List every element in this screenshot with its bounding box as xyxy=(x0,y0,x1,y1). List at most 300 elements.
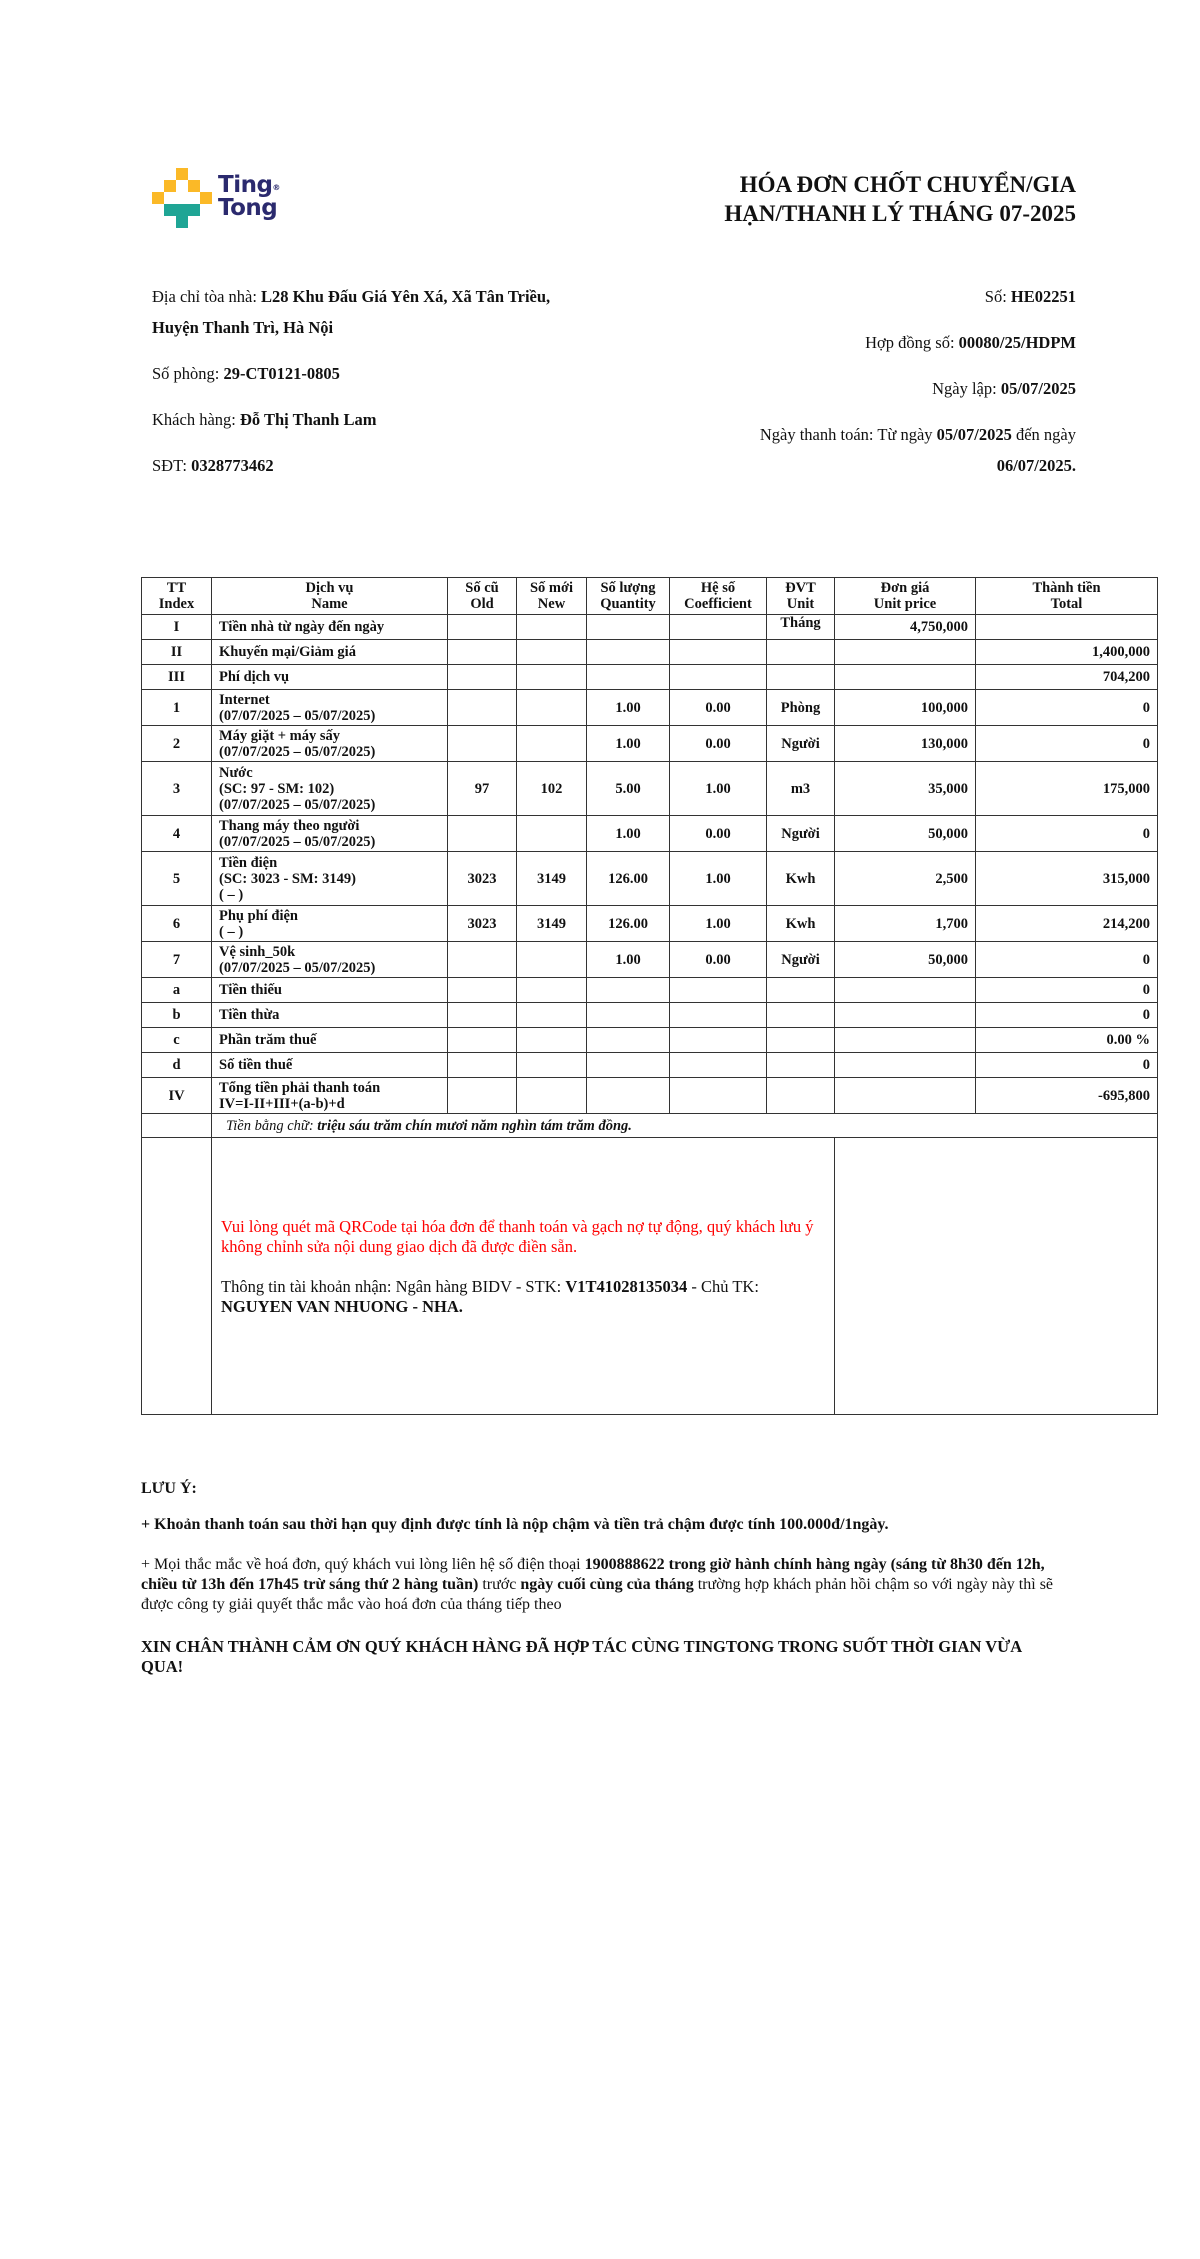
unit-cell xyxy=(767,1028,835,1053)
coefficient-cell xyxy=(670,640,767,665)
payment-from: 05/07/2025 xyxy=(936,425,1012,444)
new-reading-cell xyxy=(517,640,587,665)
new-reading-cell xyxy=(517,1078,587,1114)
row-index: 5 xyxy=(172,870,181,887)
unit-cell xyxy=(767,1003,835,1028)
row-index-cell xyxy=(142,1053,212,1078)
total-amount: 0 xyxy=(1142,951,1150,968)
contact-prefix: + Mọi thắc mắc về hoá đơn, quý khách vui lòng liên hệ số điện thoại xyxy=(141,1556,585,1573)
service-name-cell xyxy=(212,906,448,942)
service-detail: ( – ) xyxy=(219,886,244,903)
coefficient-cell xyxy=(670,1053,767,1078)
coefficient-cell xyxy=(670,726,767,762)
total-amount-cell xyxy=(976,665,1158,690)
quantity-cell xyxy=(587,978,670,1003)
total-amount-cell xyxy=(976,852,1158,906)
column-header xyxy=(448,578,517,615)
quantity: 5.00 xyxy=(615,780,641,797)
total-amount: 0.00 % xyxy=(1106,1032,1150,1048)
unit-cell xyxy=(767,640,835,665)
total-amount: 0 xyxy=(1142,735,1150,752)
old-reading-cell xyxy=(448,852,517,906)
address-value-line2: Huyện Thanh Trì, Hà Nội xyxy=(152,318,334,337)
building-address-line2 xyxy=(152,318,333,338)
contact-deadline: ngày cuối cùng của tháng xyxy=(520,1576,694,1593)
row-index-cell xyxy=(142,1028,212,1053)
table-header-row xyxy=(142,578,1158,615)
service-name-cell xyxy=(212,665,448,690)
unit: Phòng xyxy=(780,699,821,716)
amount-in-words-value: triệu sáu trăm chín mươi năm nghìn tám trăm đồng. xyxy=(317,1117,632,1134)
table-row xyxy=(142,978,1158,1003)
phone-value: 0328773462 xyxy=(191,456,274,475)
table-row xyxy=(142,906,1158,942)
table-row xyxy=(142,665,1158,690)
unit-price: 35,000 xyxy=(928,780,968,797)
row-index: c xyxy=(173,1032,180,1048)
row-index: 7 xyxy=(172,951,181,968)
unit: Người xyxy=(781,951,820,968)
unit-price: 4,750,000 xyxy=(910,619,968,635)
row-index: II xyxy=(170,644,183,660)
row-index-cell xyxy=(142,906,212,942)
table-row xyxy=(142,1028,1158,1053)
new-reading: 102 xyxy=(540,780,563,797)
contract-label: Hợp đồng số: xyxy=(865,333,959,352)
thank-you-message: XIN CHÂN THÀNH CẢM ƠN QUÝ KHÁCH HÀNG ĐÃ HỢP TÁC CÙNG TINGTONG TRONG SUỐT THỜI GIAN VỪA QUA! xyxy=(141,1637,1022,1676)
table-row xyxy=(142,942,1158,978)
service-name: Tổng tiền phải thanh toán xyxy=(219,1079,381,1096)
coefficient-cell xyxy=(670,978,767,1003)
service-name-cell xyxy=(212,640,448,665)
total-amount-cell xyxy=(976,942,1158,978)
unit-cell xyxy=(767,1053,835,1078)
table-row xyxy=(142,726,1158,762)
column-header-en: Unit price xyxy=(873,596,937,612)
building-address xyxy=(152,287,550,307)
total-amount: 704,200 xyxy=(1102,669,1150,685)
row-index: III xyxy=(168,669,185,685)
unit-price-cell xyxy=(835,640,976,665)
table-row xyxy=(142,615,1158,640)
service-name-cell xyxy=(212,1078,448,1114)
table-row xyxy=(142,852,1158,906)
column-header xyxy=(142,578,212,615)
brand-name-line1: Ting xyxy=(218,172,273,198)
quantity-cell xyxy=(587,852,670,906)
row-index-cell xyxy=(142,726,212,762)
total-amount-cell xyxy=(976,615,1158,640)
quantity-cell xyxy=(587,762,670,816)
contact-hotline-hours: 1900888622 trong giờ hành chính hàng ngày (sáng từ 8h30 đến 12h, chiều từ 13h đến 17h45 trừ sáng thứ 2 hàng tuần) xyxy=(141,1556,1045,1593)
old-reading-cell xyxy=(448,816,517,852)
quantity-cell xyxy=(587,690,670,726)
new-reading-cell xyxy=(517,1028,587,1053)
unit-price: 50,000 xyxy=(928,951,968,968)
row-index-cell xyxy=(142,942,212,978)
total-amount: 214,200 xyxy=(1102,915,1150,932)
unit: Kwh xyxy=(785,915,816,932)
issue-date xyxy=(932,379,1076,399)
column-header-vi: ĐVT xyxy=(785,580,816,596)
invoice-title xyxy=(724,170,1076,228)
coefficient-cell xyxy=(670,1003,767,1028)
invoice-table xyxy=(141,577,1158,1415)
coefficient-cell xyxy=(670,690,767,726)
table-row xyxy=(142,1053,1158,1078)
row-index-cell xyxy=(142,1078,212,1114)
coefficient-cell xyxy=(670,816,767,852)
contact-suffix: trường hợp khách phản hồi chậm so với ngày này thì sẽ được công ty giải quyết thắc mắc vào hoá đơn của tháng tiếp theo xyxy=(141,1576,1054,1613)
service-name: Phí dịch vụ xyxy=(219,669,290,685)
unit-price: 130,000 xyxy=(920,735,968,752)
service-name: Máy giặt + máy sấy xyxy=(219,727,341,744)
row-index-cell xyxy=(142,852,212,906)
service-name-cell xyxy=(212,942,448,978)
unit-price-cell xyxy=(835,816,976,852)
row-index-cell xyxy=(142,690,212,726)
registered-mark: ® xyxy=(272,183,280,192)
issue-date-value: 05/07/2025 xyxy=(1000,379,1076,398)
table-row xyxy=(142,640,1158,665)
new-reading-cell xyxy=(517,762,587,816)
payment-info-cell xyxy=(212,1138,835,1415)
total-amount: 0 xyxy=(1142,1057,1150,1073)
customer-value: Đỗ Thị Thanh Lam xyxy=(239,410,377,429)
unit-price-cell xyxy=(835,1078,976,1114)
old-reading-cell xyxy=(448,1078,517,1114)
unit-price-cell xyxy=(835,1053,976,1078)
column-header xyxy=(517,578,587,615)
customer-name xyxy=(152,410,376,430)
invoice-title-line2: HẠN/THANH LÝ THÁNG 07-2025 xyxy=(724,201,1076,226)
service-name: Số tiền thuế xyxy=(219,1057,293,1073)
unit-price-cell xyxy=(835,690,976,726)
row-index-cell xyxy=(142,615,212,640)
room-value: 29-CT0121-0805 xyxy=(223,364,340,383)
coefficient-cell xyxy=(670,615,767,640)
old-reading: 3023 xyxy=(467,915,497,932)
column-header-vi: Đơn giá xyxy=(880,580,930,596)
room-number xyxy=(152,364,340,384)
brand-logo xyxy=(152,168,292,230)
table-row xyxy=(142,762,1158,816)
coefficient: 1.00 xyxy=(705,870,731,887)
row-index: 4 xyxy=(172,825,181,842)
account-holder-name: NGUYEN VAN NHUONG - NHA. xyxy=(221,1297,463,1316)
service-detail: (SC: 97 - SM: 102) xyxy=(219,780,335,797)
tingtong-logo-icon xyxy=(152,168,214,230)
unit-cell xyxy=(767,762,835,816)
service-detail: (07/07/2025 – 05/07/2025) xyxy=(219,707,376,724)
brand-name-line2: Tong xyxy=(218,195,278,221)
bank-account-number: V1T41028135034 xyxy=(565,1277,688,1296)
quantity-cell xyxy=(587,1053,670,1078)
quantity-cell xyxy=(587,640,670,665)
service-name: Phụ phí điện xyxy=(219,907,298,924)
old-reading-cell xyxy=(448,640,517,665)
phone-label: SĐT: xyxy=(152,456,192,475)
column-header-en: Old xyxy=(470,596,494,612)
service-name: Vệ sinh_50k xyxy=(219,943,296,960)
row-index-cell xyxy=(142,978,212,1003)
service-name-cell xyxy=(212,726,448,762)
coefficient-cell xyxy=(670,1078,767,1114)
table-row xyxy=(142,690,1158,726)
total-amount-cell xyxy=(976,906,1158,942)
column-header-vi: Số cũ xyxy=(465,580,499,596)
amount-in-words-index-cell xyxy=(142,1114,212,1138)
contact-mid: trước xyxy=(478,1576,521,1593)
coefficient-cell xyxy=(670,852,767,906)
quantity-cell xyxy=(587,942,670,978)
row-index: 3 xyxy=(172,780,181,797)
service-name-cell xyxy=(212,1028,448,1053)
unit-cell xyxy=(767,615,835,640)
row-index-cell xyxy=(142,665,212,690)
column-header-vi: TT xyxy=(166,580,187,596)
amount-in-words-row xyxy=(142,1114,1158,1138)
quantity: 1.00 xyxy=(615,699,641,716)
amount-in-words-cell xyxy=(212,1114,1158,1138)
service-name: Internet xyxy=(219,691,270,708)
total-amount: 175,000 xyxy=(1102,780,1150,797)
row-index: I xyxy=(173,619,180,635)
coefficient-cell xyxy=(670,762,767,816)
payment-period xyxy=(760,425,1076,445)
total-amount-cell xyxy=(976,690,1158,726)
bank-account-info xyxy=(221,1277,827,1317)
coefficient: 1.00 xyxy=(705,780,731,797)
unit-price-cell xyxy=(835,942,976,978)
column-header xyxy=(212,578,448,615)
unit-price-cell xyxy=(835,1028,976,1053)
bank-account-label: Thông tin tài khoản nhận: Ngân hàng BIDV - STK: xyxy=(221,1277,566,1296)
service-name: Khuyến mại/Giảm giá xyxy=(219,644,356,660)
unit: Người xyxy=(781,825,820,842)
service-name: Phần trăm thuế xyxy=(219,1032,317,1048)
column-header-vi: Số mới xyxy=(529,580,574,596)
total-amount: 315,000 xyxy=(1102,870,1150,887)
column-header-en: Name xyxy=(311,596,348,612)
coefficient: 0.00 xyxy=(705,735,731,752)
notes-title: LƯU Ý: xyxy=(141,1480,197,1497)
unit-price-cell xyxy=(835,665,976,690)
service-name-cell xyxy=(212,615,448,640)
unit-cell xyxy=(767,665,835,690)
column-header-en: Total xyxy=(1050,596,1083,612)
quantity-cell xyxy=(587,1003,670,1028)
total-amount: 0 xyxy=(1142,1007,1150,1023)
quantity: 1.00 xyxy=(615,825,641,842)
unit-price-cell xyxy=(835,762,976,816)
column-header-vi: Hệ số xyxy=(700,580,736,596)
coefficient: 0.00 xyxy=(705,825,731,842)
new-reading: 3149 xyxy=(537,915,566,932)
service-name-cell xyxy=(212,690,448,726)
column-header-en: Coefficient xyxy=(684,596,752,612)
qr-code-area xyxy=(835,1138,1158,1415)
unit-cell xyxy=(767,906,835,942)
new-reading-cell xyxy=(517,665,587,690)
payment-mid: đến ngày xyxy=(1011,425,1076,444)
contact-note xyxy=(141,1555,1061,1615)
row-index-cell xyxy=(142,762,212,816)
payment-to: 06/07/2025. xyxy=(996,456,1076,475)
new-reading-cell xyxy=(517,690,587,726)
unit-cell xyxy=(767,852,835,906)
new-reading-cell xyxy=(517,978,587,1003)
service-name: Tiền nhà từ ngày đến ngày xyxy=(219,619,385,635)
payment-period-label: Ngày thanh toán: Từ ngày xyxy=(759,425,937,444)
old-reading-cell xyxy=(448,1053,517,1078)
column-header-en: Unit xyxy=(786,596,815,612)
row-index: 2 xyxy=(172,735,181,752)
quantity-cell xyxy=(587,726,670,762)
table-row xyxy=(142,816,1158,852)
service-name: Tiền điện xyxy=(219,854,278,871)
quantity-cell xyxy=(587,665,670,690)
quantity-cell xyxy=(587,816,670,852)
service-detail: ( – ) xyxy=(219,923,244,940)
unit: m3 xyxy=(790,780,811,797)
payment-period-end xyxy=(997,456,1076,476)
row-index-cell xyxy=(142,640,212,665)
coefficient-cell xyxy=(670,665,767,690)
quantity-cell xyxy=(587,1078,670,1114)
late-payment-note: + Khoản thanh toán sau thời hạn quy định được tính là nộp chậm và tiền trả chậm được tính 100.000đ/1ngày. xyxy=(141,1516,889,1533)
service-name-cell xyxy=(212,816,448,852)
invoice-number-label: Số: xyxy=(984,287,1011,306)
new-reading-cell xyxy=(517,852,587,906)
coefficient: 1.00 xyxy=(705,915,731,932)
unit-price-cell xyxy=(835,852,976,906)
service-name: Tiền thừa xyxy=(219,1007,280,1023)
old-reading: 3023 xyxy=(467,870,497,887)
coefficient: 0.00 xyxy=(705,951,731,968)
unit-cell xyxy=(767,978,835,1003)
column-header xyxy=(767,578,835,615)
service-name-cell xyxy=(212,978,448,1003)
service-name-cell xyxy=(212,1053,448,1078)
unit-price: 2,500 xyxy=(935,870,968,887)
column-header xyxy=(835,578,976,615)
unit: Người xyxy=(781,735,820,752)
unit-cell xyxy=(767,726,835,762)
row-index: d xyxy=(172,1057,181,1073)
account-holder-label: - Chủ TK: xyxy=(687,1277,759,1296)
unit-price-cell xyxy=(835,615,976,640)
total-amount: -695,800 xyxy=(1098,1087,1150,1104)
new-reading-cell xyxy=(517,906,587,942)
old-reading-cell xyxy=(448,1003,517,1028)
total-amount: 1,400,000 xyxy=(1092,644,1150,660)
old-reading-cell xyxy=(448,615,517,640)
total-amount-cell xyxy=(976,726,1158,762)
old-reading-cell xyxy=(448,762,517,816)
amount-in-words-label: Tiền bằng chữ: xyxy=(226,1117,318,1134)
quantity: 126.00 xyxy=(608,870,648,887)
unit-cell xyxy=(767,1078,835,1114)
column-header-en: Quantity xyxy=(600,596,656,612)
issue-date-label: Ngày lập: xyxy=(932,379,1001,398)
total-amount-cell xyxy=(976,1028,1158,1053)
row-index: IV xyxy=(168,1087,185,1104)
qr-payment-notice: Vui lòng quét mã QRCode tại hóa đơn để thanh toán và gạch nợ tự động, quý khách lưu ý không chỉnh sửa nội dung giao dịch đã được điền sẵn. xyxy=(221,1217,814,1256)
old-reading-cell xyxy=(448,690,517,726)
row-index: a xyxy=(172,982,181,998)
service-name-cell xyxy=(212,1003,448,1028)
row-index-cell xyxy=(142,1003,212,1028)
service-name: Nước xyxy=(219,764,253,781)
row-index: 1 xyxy=(172,699,181,716)
coefficient-cell xyxy=(670,1028,767,1053)
old-reading-cell xyxy=(448,665,517,690)
service-detail: (SC: 3023 - SM: 3149) xyxy=(219,870,356,887)
total-amount: 0 xyxy=(1142,825,1150,842)
total-amount: 0 xyxy=(1142,699,1150,716)
quantity: 1.00 xyxy=(615,735,641,752)
service-detail: (07/07/2025 – 05/07/2025) xyxy=(219,796,376,813)
contract-number xyxy=(865,333,1076,353)
old-reading-cell xyxy=(448,978,517,1003)
unit-cell xyxy=(767,942,835,978)
customer-phone xyxy=(152,456,274,476)
table-row xyxy=(142,1003,1158,1028)
payment-info-index-cell xyxy=(142,1138,212,1415)
payment-info-row xyxy=(142,1138,1158,1415)
quantity-cell xyxy=(587,906,670,942)
unit-cell xyxy=(767,816,835,852)
address-value-line1: L28 Khu Đấu Giá Yên Xá, Xã Tân Triều, xyxy=(261,287,551,306)
service-detail: (07/07/2025 – 05/07/2025) xyxy=(219,833,376,850)
total-amount-cell xyxy=(976,1078,1158,1114)
row-index: 6 xyxy=(172,915,181,932)
service-name-cell xyxy=(212,852,448,906)
coefficient-cell xyxy=(670,942,767,978)
unit: Tháng xyxy=(780,615,821,631)
unit-price: 50,000 xyxy=(928,825,968,842)
total-amount-cell xyxy=(976,762,1158,816)
row-index: b xyxy=(172,1007,181,1023)
unit-cell xyxy=(767,690,835,726)
total-amount-cell xyxy=(976,1053,1158,1078)
quantity: 1.00 xyxy=(615,951,641,968)
new-reading-cell xyxy=(517,1053,587,1078)
invoice-number xyxy=(985,287,1076,307)
column-header-en: Index xyxy=(158,596,195,612)
column-header xyxy=(976,578,1158,615)
total-amount-cell xyxy=(976,1003,1158,1028)
column-header xyxy=(587,578,670,615)
column-header-vi: Dịch vụ xyxy=(305,580,354,596)
unit-price-cell xyxy=(835,726,976,762)
contract-value: 00080/25/HDPM xyxy=(958,333,1076,352)
total-amount: 0 xyxy=(1142,982,1150,998)
old-reading-cell xyxy=(448,1028,517,1053)
old-reading-cell xyxy=(448,726,517,762)
row-index-cell xyxy=(142,816,212,852)
invoice-title-line1: HÓA ĐƠN CHỐT CHUYỂN/GIA xyxy=(739,172,1076,197)
old-reading-cell xyxy=(448,906,517,942)
service-name-cell xyxy=(212,762,448,816)
quantity-cell xyxy=(587,615,670,640)
old-reading: 97 xyxy=(474,780,490,797)
quantity: 126.00 xyxy=(608,915,648,932)
address-label: Địa chỉ tòa nhà: xyxy=(152,287,262,306)
service-detail: (07/07/2025 – 05/07/2025) xyxy=(219,743,376,760)
unit-price-cell xyxy=(835,906,976,942)
